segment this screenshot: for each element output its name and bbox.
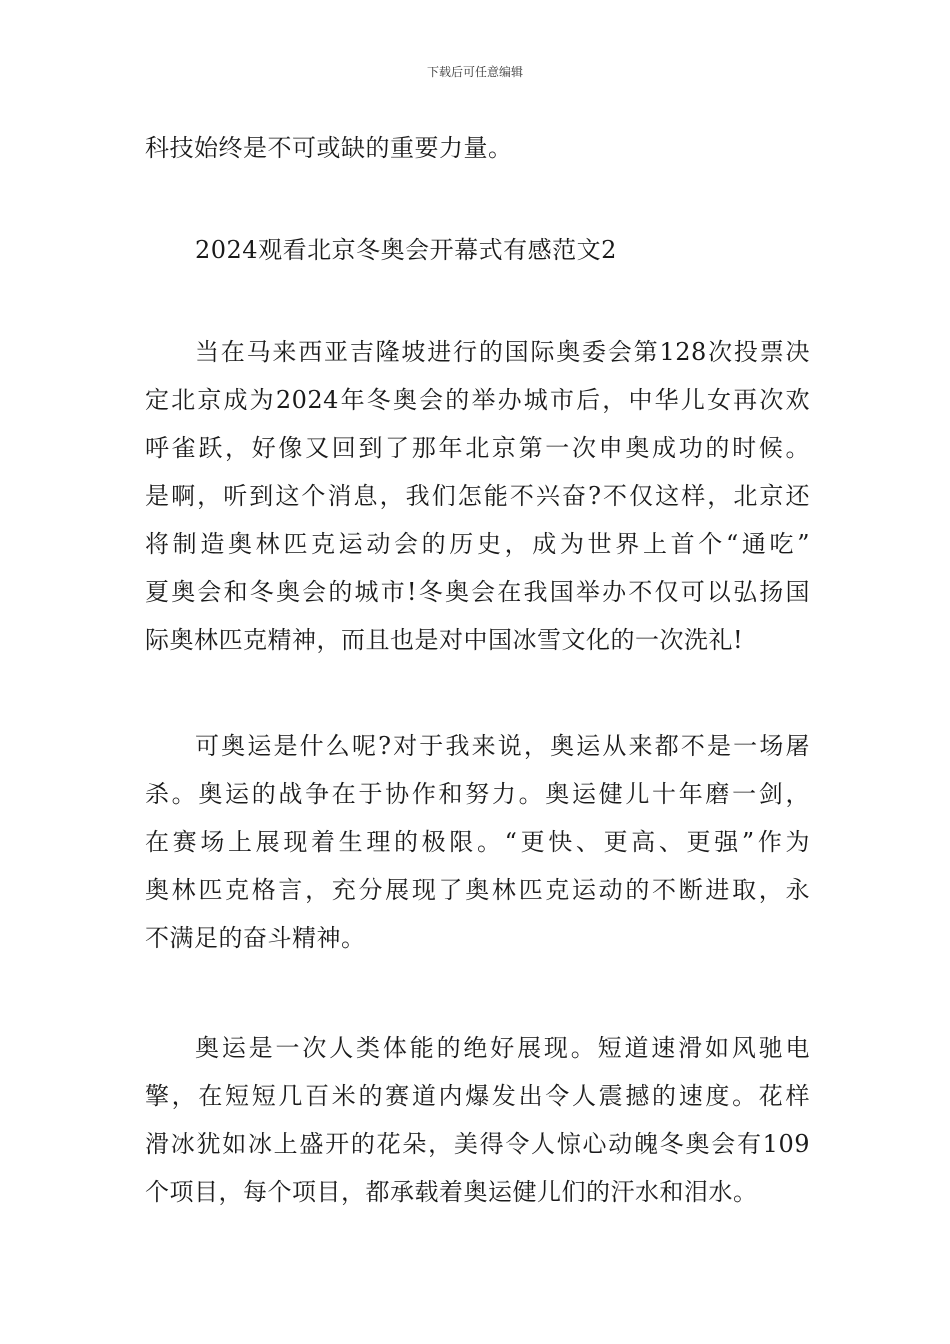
text-line: 个项目，每个项目，都承载着奥运健儿们的汗水和泪水。 xyxy=(145,1178,758,1206)
text-line: 科技始终是不可或缺的重要力量。 xyxy=(145,134,513,162)
text-line: 当在马来西亚吉隆坡进行的国际奥委会第128次投票决 xyxy=(195,338,810,366)
text-line: 际奥林匹克精神，而且也是对中国冰雪文化的一次洗礼! xyxy=(145,626,744,654)
text-line: 是啊，听到这个消息，我们怎能不兴奋?不仅这样，北京还 xyxy=(145,482,810,510)
text-line: 滑冰犹如冰上盛开的花朵，美得令人惊心动魄冬奥会有109 xyxy=(145,1130,810,1158)
page-header: 下载后可任意编辑 xyxy=(426,65,523,79)
text-line: 定北京成为2024年冬奥会的举办城市后，中华儿女再次欢 xyxy=(145,386,810,414)
text-line: 杀。奥运的战争在于协作和努力。奥运健儿十年磨一剑， xyxy=(145,780,810,808)
text-line: 奥林匹克格言，充分展现了奥林匹克运动的不断进取，永 xyxy=(145,876,810,904)
intro-paragraph xyxy=(145,124,810,172)
text-line: 在赛场上展现着生理的极限。“更快、更高、更强”作为 xyxy=(145,828,810,856)
text-line: 奥运是一次人类体能的绝好展现。短道速滑如风驰电 xyxy=(195,1034,810,1062)
text-line: 不满足的奋斗精神。 xyxy=(145,924,366,952)
title-text: 2024观看北京冬奥会开幕式有感范文2 xyxy=(195,236,617,264)
paragraph-3 xyxy=(145,1024,810,1216)
text-line: 擎，在短短几百米的赛道内爆发出令人震撼的速度。花样 xyxy=(145,1082,810,1110)
text-line: 呼雀跃，好像又回到了那年北京第一次申奥成功的时候。 xyxy=(145,434,810,462)
text-line: 可奥运是什么呢?对于我来说，奥运从来都不是一场屠 xyxy=(195,732,810,760)
essay-title xyxy=(145,226,860,274)
text-line: 夏奥会和冬奥会的城市!冬奥会在我国举办不仅可以弘扬国 xyxy=(145,578,810,606)
paragraph-1 xyxy=(145,328,810,664)
paragraph-2 xyxy=(145,722,810,962)
text-line: 将制造奥林匹克运动会的历史，成为世界上首个“通吃” xyxy=(145,530,810,558)
